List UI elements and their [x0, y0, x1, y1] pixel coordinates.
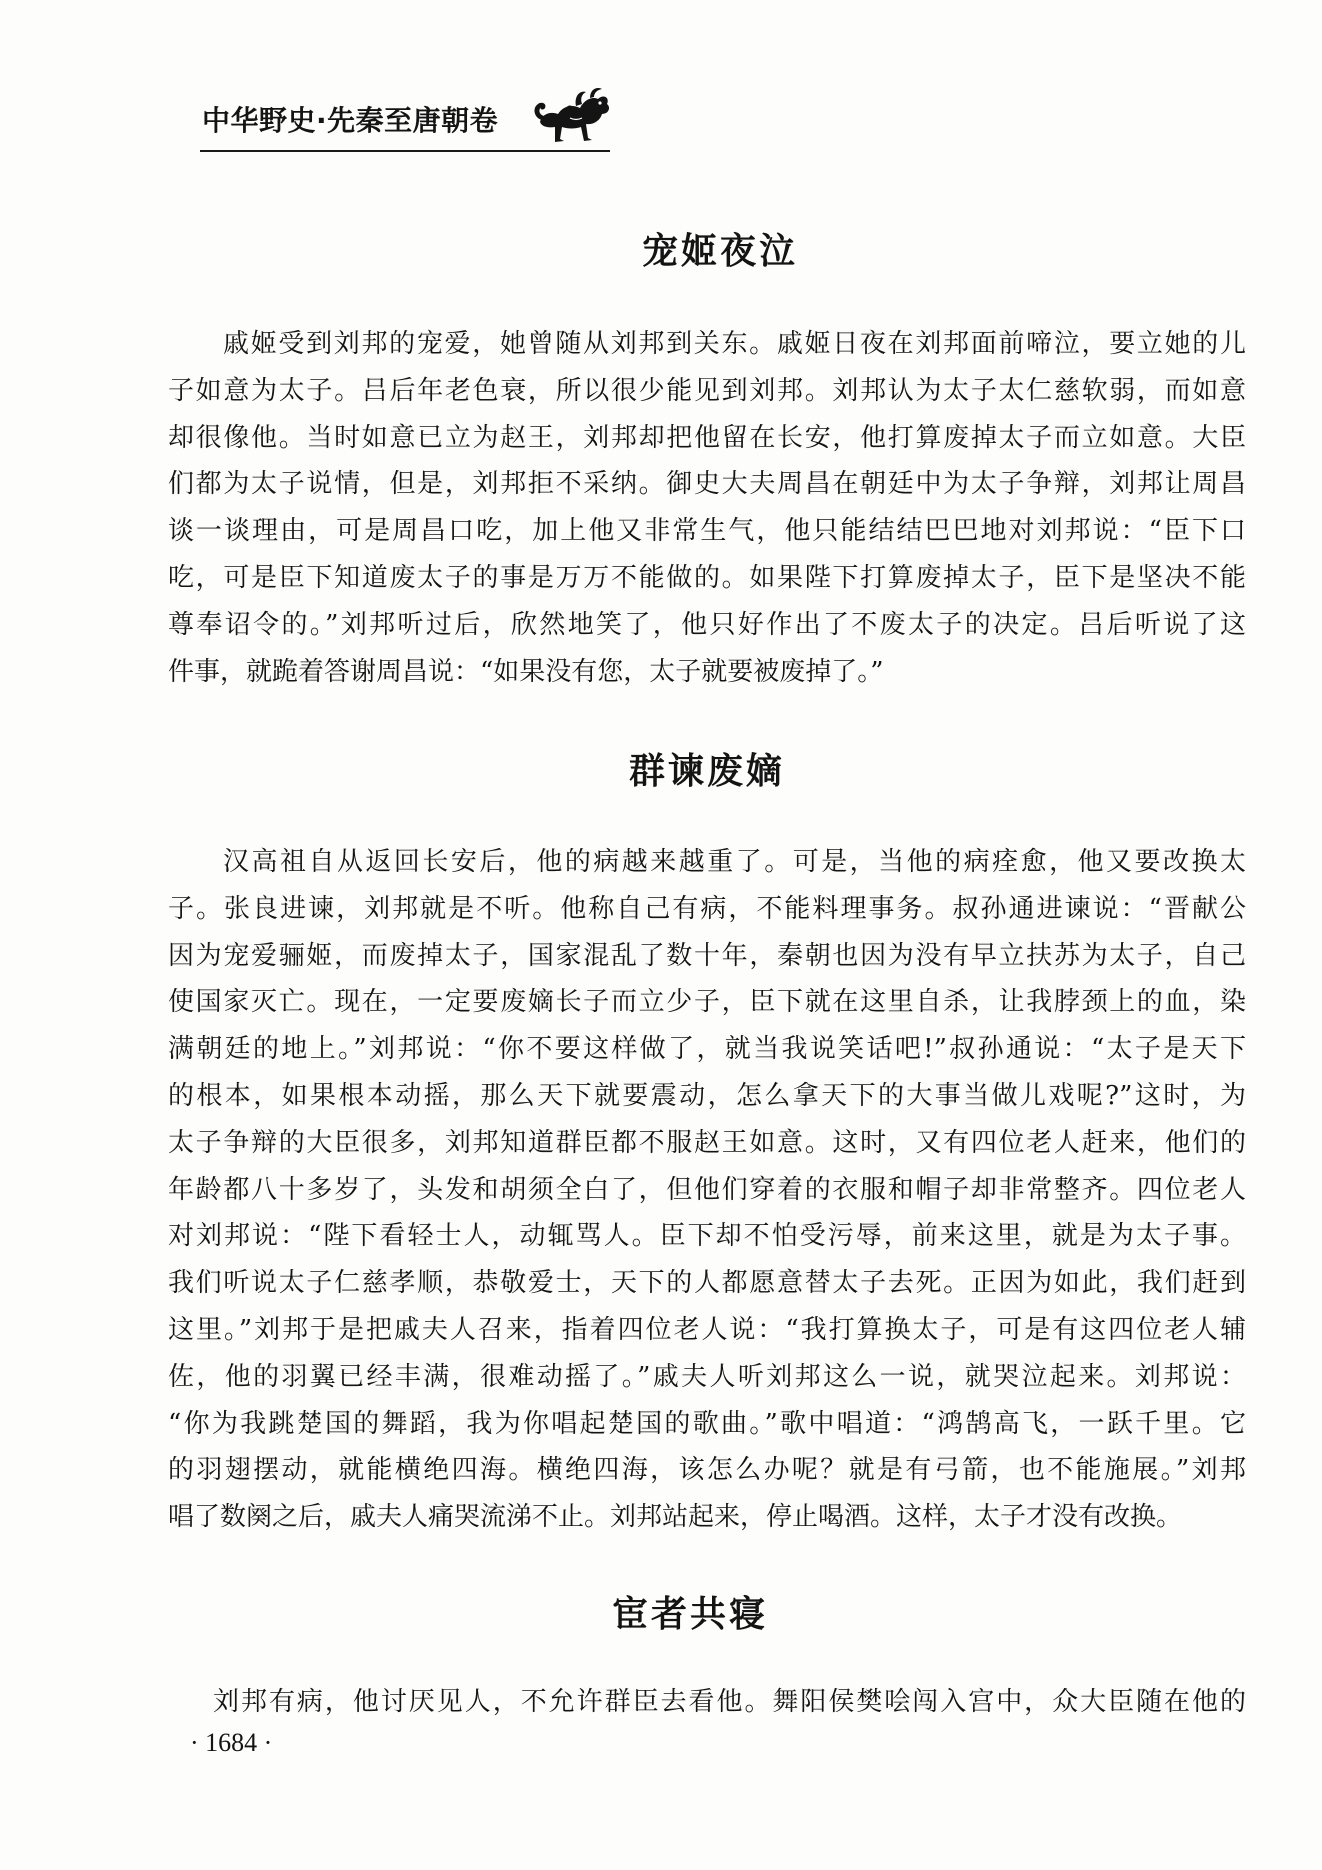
section-title: 宠姬夜泣: [641, 231, 798, 272]
text-line: 戚姬受到刘邦的宠爱，她曾随从刘邦到关东。戚姬日夜在刘邦面前啼泣，要立她的儿: [223, 329, 1246, 359]
section-paragraph: [158, 1679, 1246, 1726]
section-title: 宦者共寝: [611, 1594, 768, 1635]
text-line: 的根本，如果根本动摇，那么天下就要震动，怎么拿天下的大事当做儿戏呢?”这时，为: [168, 1080, 1246, 1111]
text-line: 汉高祖自从返回长安后，他的病越来越重了。可是，当他的病痊愈，他又要改换太: [223, 847, 1246, 877]
dragon-emblem-icon: [530, 84, 612, 150]
text-line: 年龄都八十多岁了，头发和胡须全白了，但他们穿着的衣服和帽子却非常整齐。四位老人: [168, 1174, 1246, 1205]
section-title: 群谏废嫡: [628, 751, 785, 792]
text-line: 这里。”刘邦于是把戚夫人召来，指着四位老人说：“我打算换太子，可是有这四位老人辅: [168, 1314, 1246, 1345]
page-number: · 1684 ·: [190, 1728, 273, 1757]
text-line: 谈一谈理由，可是周昌口吃，加上他又非常生气，他只能结结巴巴地对刘邦说：“臣下口: [168, 516, 1246, 547]
running-head-title: 中华野史·先秦至唐朝卷: [202, 104, 499, 137]
text-line: 件事，就跪着答谢周昌说：“如果没有您，太子就要被废掉了。”: [168, 656, 884, 687]
text-line: 对刘邦说：“陛下看轻士人，动辄骂人。臣下却不怕受污辱，前来这里，就是为太子事。: [168, 1221, 1246, 1252]
section-paragraph: [168, 839, 1246, 1541]
text-line: 满朝廷的地上。”刘邦说：“你不要这样做了，就当我说笑话吧!”叔孙通说：“太子是天下: [168, 1034, 1246, 1065]
text-line: 子如意为太子。吕后年老色衰，所以很少能见到刘邦。刘邦认为太子太仁慈软弱，而如意: [168, 375, 1246, 406]
text-line: 佐，他的羽翼已经丰满，很难动摇了。”戚夫人听刘邦这么一说，就哭泣起来。刘邦说：: [168, 1361, 1246, 1392]
section-paragraph: [168, 321, 1246, 695]
text-line: 我们听说太子仁慈孝顺，恭敬爱士，天下的人都愿意替太子去死。正因为如此，我们赶到: [168, 1268, 1246, 1299]
text-line: 子。张良进谏，刘邦就是不听。他称自己有病，不能料理事务。叔孙通进谏说：“晋献公: [168, 893, 1246, 924]
text-line: 尊奉诏令的。”刘邦听过后，欣然地笑了，他只好作出了不废太子的决定。吕后听说了这: [168, 609, 1246, 640]
text-line: 吃，可是臣下知道废太子的事是万万不能做的。如果陛下打算废掉太子，臣下是坚决不能: [168, 562, 1246, 593]
text-line: 太子争辩的大臣很多，刘邦知道群臣都不服赵王如意。这时，又有四位老人赶来，他们的: [168, 1127, 1246, 1158]
text-line: “你为我跳楚国的舞蹈，我为你唱起楚国的歌曲。”歌中唱道：“鸿鹄高飞，一跃千里。它: [168, 1408, 1246, 1439]
text-line: 的羽翅摆动，就能横绝四海。横绝四海，该怎么办呢？就是有弓箭，也不能施展。”刘邦: [168, 1455, 1246, 1486]
text-line: 因为宠爱骊姬，而废掉太子，国家混乱了数十年，秦朝也因为没有早立扶苏为太子，自己: [168, 940, 1246, 971]
text-line: 使国家灭亡。现在，一定要废嫡长子而立少子，臣下就在这里自杀，让我脖颈上的血，染: [168, 987, 1246, 1018]
text-line: 刘邦有病，他讨厌见人，不允许群臣去看他。舞阳侯樊哙闯入宫中，众大臣随在他的: [213, 1687, 1246, 1717]
text-line: 却很像他。当时如意已立为赵王，刘邦却把他留在长安，他打算废掉太子而立如意。大臣: [168, 422, 1246, 453]
text-line: 唱了数阕之后，戚夫人痛哭流涕不止。刘邦站起来，停止喝酒。这样，太子才没有改换。: [168, 1502, 1183, 1533]
running-head-rule: [200, 150, 610, 152]
text-line: 们都为太子说情，但是，刘邦拒不采纳。御史大夫周昌在朝廷中为太子争辩，刘邦让周昌: [168, 469, 1246, 500]
